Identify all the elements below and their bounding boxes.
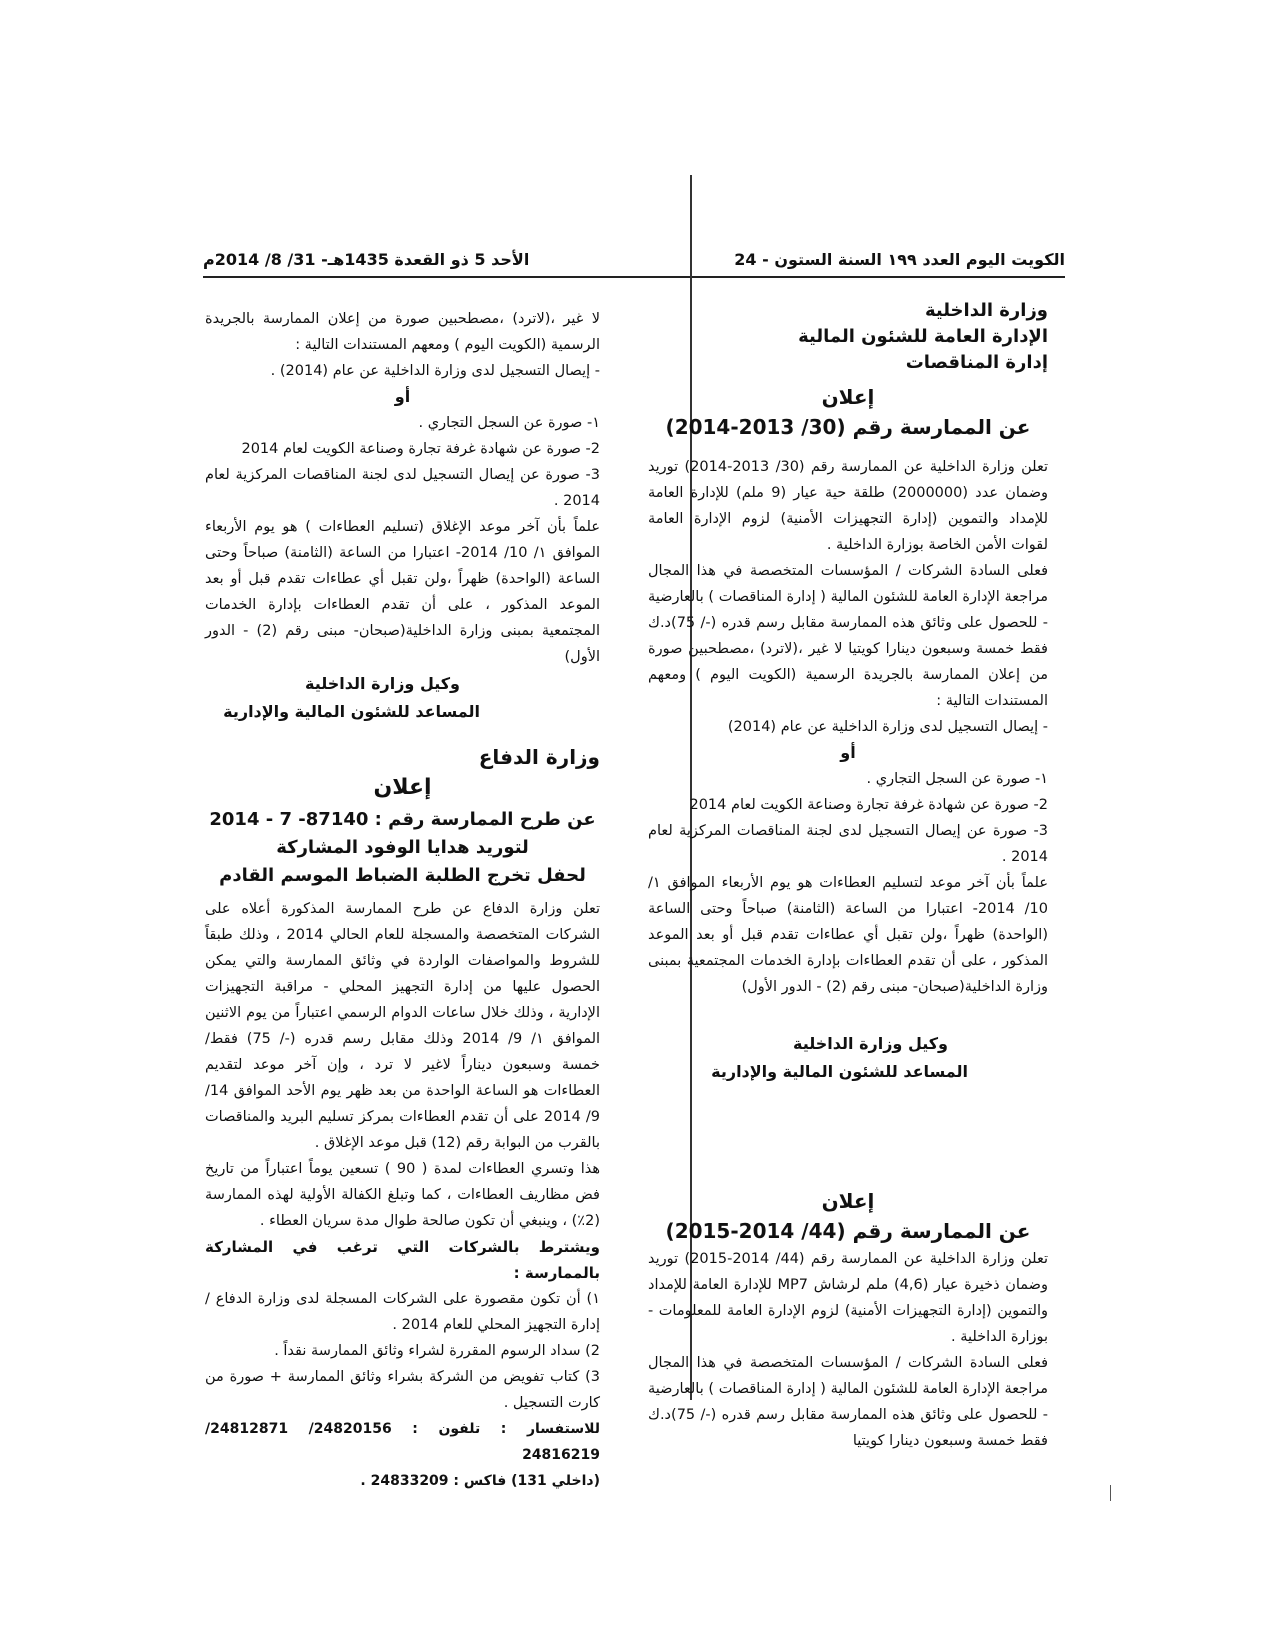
ministry-name: وزارة الدفاع — [478, 745, 600, 769]
left-column — [205, 306, 600, 1494]
tender-requirement: - إيصال التسجيل لدى وزارة الداخلية عن عام (2014) . — [270, 363, 600, 379]
tender-subtitle-2: لحفل تخرج الطلبة الضباط الموسم القادم — [219, 865, 586, 886]
tender-body: تعلن وزارة الدفاع عن طرح الممارسة المذكورة أعلاه على الشركات المتخصصة والمسجلة للعام الحالي 2014 ، وذلك طبقاً للشروط والمواصفات الواردة في وثائق الممارسة والتي يمكن الحصول عليها من إدارة التجهيز المحلي - مراقبة التجهيزات الإدارية ، وذلك خلال ساعات الدوام الرسمي اعتباراً من يوم الاثنين الموافق ١/ 9/ 2014 وذلك مقابل رسم قدره (-/ 75) فقط/ خمسة وسبعون ديناراً لاغير لا ترد ، وإن آخر موعد لتقديم العطاءات هو الساعة الواحدة من بعد ظهر يوم الأحد الموافق 14/ 9/ 2014 على أن تقدم العطاءات بمركز تسليم البريد والمناقصات بالقرب من البوابة رقم (12) قبل موعد الإغلاق . — [205, 901, 601, 1151]
signature-subtitle: المساعد للشئون المالية والإدارية — [223, 702, 480, 721]
org-ministry: وزارة الداخلية — [924, 300, 1048, 321]
signature-title: وكيل وزارة الداخلية — [792, 1034, 948, 1053]
contact-phones: للاستفسار : تلفون : 24820156/ 24812871/ 24816219 — [205, 1421, 600, 1463]
doc-item: 2- صورة عن شهادة غرفة تجارة وصناعة الكويت لعام 2014 — [689, 797, 1048, 813]
tender-requirement: - إيصال التسجيل لدى وزارة الداخلية عن عام (2014) — [727, 719, 1048, 735]
condition-item: 2) سداد الرسوم المقررة لشراء وثائق الممارسة نقداً . — [274, 1343, 600, 1359]
announcement-heading: إعلان — [821, 385, 875, 409]
announcement-heading: إعلان — [373, 775, 432, 800]
doc-item: ١- صورة عن السجل التجاري . — [866, 771, 1048, 787]
tender-body: تعلن وزارة الداخلية عن الممارسة رقم (30/ 2013-2014) توريد وضمان عدد (2000000) طلقة حية عيار (9 ملم) للإدارة العامة للإمداد والتموين (إدارة التجهيزات الأمنية) لزوم الإدارة العامة لقوات الأمن الخاصة بوزارة الداخلية . — [648, 459, 1049, 553]
signature-title: وكيل وزارة الداخلية — [304, 674, 460, 693]
condition-item: ١) أن تكون مقصورة على الشركات المسجلة لدى وزارة الدفاع / إدارة التجهيز المحلي للعام 2014 . — [205, 1291, 600, 1333]
continued-text: لا غير ،(لاترد) ،مصطحبين صورة من إعلان الممارسة بالجريدة الرسمية (الكويت اليوم ) ومعهم المستندات التالية : — [205, 311, 600, 353]
org-section: إدارة المناقصات — [905, 352, 1048, 373]
tender-instructions-2: فعلى السادة الشركات / المؤسسات المتخصصة في هذا المجال مراجعة الإدارة العامة للشئون المالية ( إدارة المناقصات ) بالعارضية - للحصول على وثائق هذه الممارسة مقابل رسم قدره (-/ 75)د.ك فقط خمسة وسبعون دينارا كويتيا — [648, 1355, 1048, 1449]
or-label: أو — [840, 743, 856, 762]
deadline-text: علماً بأن آخر موعد الإغلاق (تسليم العطاءات ) هو يوم الأربعاء الموافق ١/ 10/ 2014- اعتبارا من الساعة (الثامنة) صباحاً وحتى الساعة (الواحدة) ظهراً ،ولن تقبل أي عطاءات تقدم قبل أو بعد الموعد المذكور ، على أن تقدم العطاءات بإدارة الخدمات المجتمعية بمبنى وزارة الداخلية(صبحان- مبنى رقم (2) - الدور الأول) — [205, 519, 601, 665]
doc-item: ١- صورة عن السجل التجاري . — [418, 415, 600, 431]
contact-fax: (داخلي 131) فاكس : 24833209 . — [360, 1473, 600, 1489]
or-label: أو — [394, 387, 411, 406]
tender-title: عن طرح الممارسة رقم : 87140- 7 - 2014 — [209, 809, 596, 830]
tender-title-2: عن الممارسة رقم (44/ 2014-2015) — [665, 1219, 1031, 1243]
condition-item: 3) كتاب تفويض من الشركة بشراء وثائق الممارسة + صورة من كارت التسجيل . — [205, 1369, 600, 1411]
tender-instructions: فعلى السادة الشركات / المؤسسات المتخصصة في هذا المجال مراجعة الإدارة العامة للشئون المالية ( إدارة المناقصات ) بالعارضية - للحصول على وثائق هذه الممارسة مقابل رسم قدره (-/ 75)د.ك فقط خمسة وسبعون دينارا كويتيا لا غير ،(لاترد) ،مصطحبين صورة من إعلان الممارسة بالجريدة الرسمية (الكويت اليوم ) ومعهم المستندات التالية : — [648, 563, 1048, 709]
announcement-heading-2: إعلان — [821, 1189, 875, 1213]
doc-item: 3- صورة عن إيصال التسجيل لدى لجنة المناقصات المركزية لعام 2014 . — [205, 467, 600, 509]
validity-text: هذا وتسري العطاءات لمدة ( 90 ) تسعين يوماً اعتباراً من تاريخ فض مظاريف العطاءات ، كما وتبلغ الكفالة الأولية لهذه الممارسة (2٪) ، وينبغي أن تكون صالحة طوال مدة سريان العطاء . — [205, 1161, 600, 1229]
deadline-text: علماً بأن آخر موعد لتسليم العطاءات هو يوم الأربعاء الموافق ١/ 10/ 2014- اعتبارا من الساعة (الثامنة) صباحاً وحتى الساعة (الواحدة) ظهراً ،ولن تقبل أي عطاءات تقدم قبل أو بعد الموعد المذكور ، على أن تقدم العطاءات بإدارة الخدمات المجتمعية بمبنى وزارة الداخلية(صبحان- مبنى رقم (2) - الدور الأول) — [648, 875, 1048, 995]
tender-subtitle: لتوريد هدايا الوفود المشاركة — [276, 837, 529, 858]
signature-subtitle: المساعد للشئون المالية والإدارية — [711, 1062, 968, 1081]
tender-title: عن الممارسة رقم (30/ 2013-2014) — [665, 415, 1031, 439]
conditions-title: ويشترط بالشركات التي ترغب في المشاركة بالممارسة : — [205, 1238, 600, 1282]
header-issue: الكويت اليوم العدد ١٩٩ السنة الستون - 24 — [734, 250, 1065, 269]
header-date: الأحد 5 ذو القعدة 1435هـ- 31/ 8/ 2014م — [203, 250, 530, 269]
org-department: الإدارة العامة للشئون المالية — [798, 326, 1048, 347]
margin-mark — [1110, 1485, 1111, 1501]
doc-item: 2- صورة عن شهادة غرفة تجارة وصناعة الكويت لعام 2014 — [241, 441, 600, 457]
page-header — [203, 248, 1065, 278]
right-column — [648, 298, 1048, 1454]
tender-body-2: تعلن وزارة الداخلية عن الممارسة رقم (44/ 2014-2015) توريد وضمان ذخيرة عيار (4,6) ملم لرشاش MP7 للإدارة العامة للإمداد والتموين (إدارة التجهيزات الأمنية) لزوم الإدارة العامة للمعلومات - بوزارة الداخلية . — [648, 1251, 1048, 1345]
doc-item: 3- صورة عن إيصال التسجيل لدى لجنة المناقصات المركزية لعام 2014 . — [648, 823, 1048, 865]
